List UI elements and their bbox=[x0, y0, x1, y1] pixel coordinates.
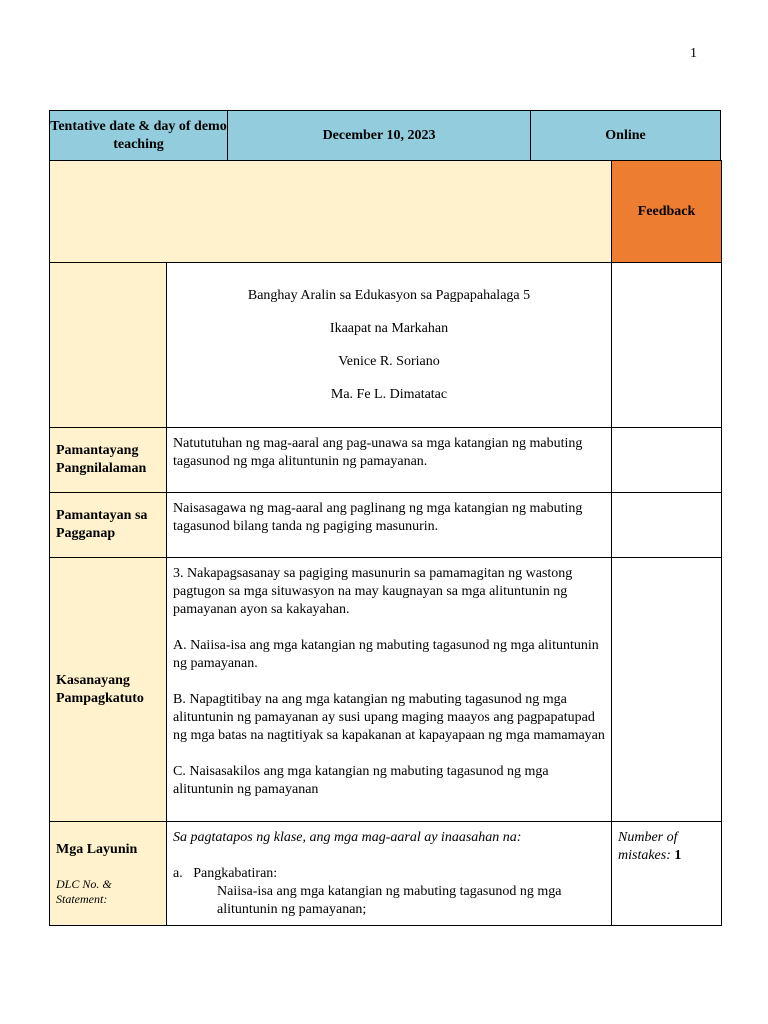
info-cell bbox=[167, 263, 612, 428]
teacher-name: Venice R. Soriano bbox=[338, 354, 440, 369]
quarter-title: Ikaapat na Markahan bbox=[329, 321, 449, 336]
competency-c: C. Naisasakilos ang mga katangian ng mabuting tagasunod ng mga alituntunin ng pamayanan bbox=[173, 764, 549, 797]
objectives-label: Mga Layunin bbox=[56, 841, 138, 857]
objective-item-title-line bbox=[173, 865, 605, 883]
subject-title: Banghay Aralin sa Edukasyon sa Pagpapahalaga 5 bbox=[247, 288, 531, 303]
header-row bbox=[49, 110, 721, 161]
demo-mode-value: Online bbox=[605, 127, 646, 143]
objectives-label-cell bbox=[50, 822, 167, 926]
demo-date-label: Tentative date & day of demo teaching bbox=[50, 111, 228, 160]
objective-item-text: Naiisa-isa ang mga katangian ng mabuting tagasunod ng mga alituntunin ng pamayanan; bbox=[217, 884, 562, 917]
objectives-text bbox=[167, 822, 612, 926]
objectives-intro: Sa pagtatapos ng klase, ang mga mag-aaral ay inaasahan na: bbox=[173, 830, 522, 845]
mistakes-value: 1 bbox=[674, 848, 682, 863]
cooperating-teacher-name: Ma. Fe L. Dimatatac bbox=[330, 387, 448, 402]
content-standard-row bbox=[50, 428, 722, 493]
competency-feedback bbox=[612, 558, 722, 822]
objective-item-marker: a. bbox=[173, 866, 183, 881]
competency-row bbox=[50, 558, 722, 822]
lesson-plan-table bbox=[49, 160, 722, 926]
performance-standard-feedback bbox=[612, 493, 722, 558]
competency-a: A. Naiisa-isa ang mga katangian ng mabuting tagasunod ng mga alituntunin ng pamayanan. bbox=[173, 638, 599, 671]
performance-standard-label: Pamantayan sa Pagganap bbox=[50, 493, 167, 558]
performance-standard-row bbox=[50, 493, 722, 558]
dlc-label: DLC No. & Statement: bbox=[56, 876, 112, 906]
performance-standard-text: Naisasagawa ng mag-aaral ang paglinang ng mga katangian ng mabuting tagasunod bilang tanda ng pagiging masunurin. bbox=[167, 493, 612, 558]
competency-main: 3. Nakapagsasanay sa pagiging masunurin sa pamamagitan ng wastong pagtugon sa mga situwasyon na may kaugnayan sa mga alituntunin ng pamayanan ayon sa kakayahan. bbox=[173, 566, 573, 617]
feedback-header-row bbox=[50, 161, 722, 263]
competency-b: B. Napagtitibay na ang mga katangian ng mabuting tagasunod ng mga alituntunin ng pamayanan ay susi upang maging maayos ang pagpapatupad ng mga batas na nagtitiyak sa kapakanan at kapayapaan ng mga mamamayan bbox=[173, 692, 605, 743]
objectives-row bbox=[50, 822, 722, 926]
content-standard-text: Natututuhan ng mag-aaral ang pag-unawa sa mga katangian ng mabuting tagasunod ng mga alituntunin ng pamayanan. bbox=[167, 428, 612, 493]
objectives-feedback bbox=[612, 822, 722, 926]
competency-text bbox=[167, 558, 612, 822]
mistakes-label: Number of mistakes: bbox=[618, 830, 678, 863]
competency-label: Kasanayang Pampagkatuto bbox=[50, 558, 167, 822]
info-label-cell bbox=[50, 263, 167, 428]
feedback-header: Feedback bbox=[612, 161, 722, 263]
info-feedback-cell bbox=[612, 263, 722, 428]
info-row bbox=[50, 263, 722, 428]
blank-yellow-cell bbox=[50, 161, 612, 263]
demo-date-value: December 10, 2023 bbox=[228, 111, 531, 160]
page-number: 1 bbox=[690, 46, 697, 61]
content-standard-feedback bbox=[612, 428, 722, 493]
objective-item-title: Pangkabatiran: bbox=[193, 866, 278, 881]
content-standard-label: Pamantayang Pangnilalaman bbox=[50, 428, 167, 493]
